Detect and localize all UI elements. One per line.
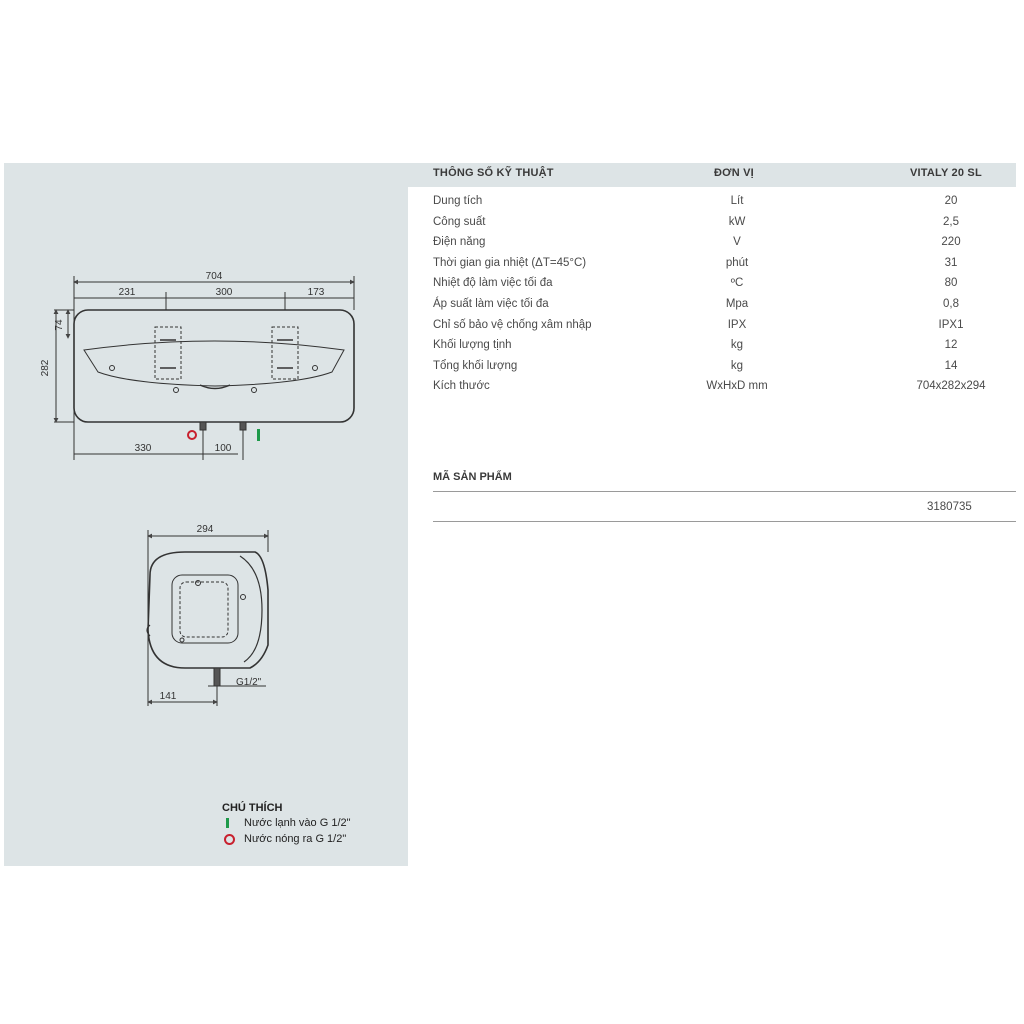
side-dim-labels bbox=[160, 524, 262, 702]
spec-unit: kg bbox=[730, 339, 744, 352]
dim-top-offset: 74 bbox=[54, 319, 65, 331]
side-pipe bbox=[214, 668, 220, 686]
front-screw bbox=[313, 366, 318, 371]
dim-pipe-offset: 330 bbox=[134, 443, 152, 454]
spec-unit: Mpa bbox=[725, 297, 749, 310]
spec-value: 0,8 bbox=[943, 297, 959, 310]
dim-side-pipe-offset: 141 bbox=[159, 691, 177, 702]
spec-value: 31 bbox=[944, 256, 958, 269]
spec-value: 80 bbox=[944, 277, 958, 290]
front-screw bbox=[110, 366, 115, 371]
spec-value: 220 bbox=[941, 236, 961, 249]
cold-inlet-marker bbox=[257, 429, 260, 441]
spec-header-name: THÔNG SỐ KỸ THUẬT bbox=[433, 167, 554, 179]
spec-unit: kg bbox=[730, 359, 744, 372]
spec-name: Dung tích bbox=[433, 195, 483, 207]
front-screw bbox=[252, 388, 257, 393]
spec-unit: WxHxD mm bbox=[706, 380, 768, 393]
spec-name: Công suất bbox=[433, 215, 486, 228]
dim-seg-mid: 300 bbox=[215, 287, 233, 298]
dim-seg-right: 173 bbox=[307, 287, 325, 298]
dim-thread: G1/2" bbox=[236, 677, 262, 688]
heater-body-front bbox=[74, 310, 354, 422]
spec-name: Kích thước bbox=[433, 380, 490, 393]
spec-name: Áp suất làm việc tối đa bbox=[433, 297, 549, 310]
spec-unit: V bbox=[733, 236, 741, 249]
spec-value: 14 bbox=[944, 359, 958, 372]
legend-hot-label: Nước nóng ra G 1/2" bbox=[244, 833, 347, 845]
dim-pipe-spacing: 100 bbox=[214, 443, 232, 454]
legend-cold-label: Nước lạnh vào G 1/2" bbox=[244, 817, 351, 829]
spec-name: Chỉ số bảo vệ chống xâm nhập bbox=[433, 318, 592, 331]
spec-value: 20 bbox=[944, 195, 958, 207]
front-window-left bbox=[155, 327, 181, 379]
pipe-cold bbox=[240, 422, 246, 430]
spec-value: IPX1 bbox=[938, 318, 964, 331]
spec-name: Nhiệt độ làm việc tối đa bbox=[433, 277, 553, 290]
spec-value: 704x282x294 bbox=[916, 380, 986, 393]
spec-header-unit: ĐƠN VỊ bbox=[714, 167, 754, 179]
spec-header-model: VITALY 20 SL bbox=[910, 167, 982, 179]
dim-height: 282 bbox=[40, 359, 51, 377]
dim-depth: 294 bbox=[196, 524, 214, 535]
product-code-value: 3180735 bbox=[927, 501, 972, 513]
spec-unit: IPX bbox=[727, 318, 747, 331]
side-front-panel bbox=[240, 556, 262, 662]
spec-unit: Lít bbox=[730, 195, 744, 207]
front-view bbox=[54, 276, 354, 460]
dim-width: 704 bbox=[205, 271, 223, 282]
product-code-title: MÃ SẢN PHẨM bbox=[433, 471, 512, 483]
spec-unit: ºC bbox=[730, 277, 744, 290]
spec-value: 2,5 bbox=[943, 215, 959, 228]
dim-seg-left: 231 bbox=[118, 287, 136, 298]
side-screw bbox=[241, 595, 246, 600]
spec-value: 12 bbox=[944, 339, 958, 352]
heater-body-side bbox=[148, 552, 268, 668]
spec-unit: phút bbox=[725, 256, 749, 269]
spec-unit: kW bbox=[728, 215, 746, 228]
legend-title: CHÚ THÍCH bbox=[222, 802, 283, 814]
spec-name: Thời gian gia nhiệt (ΔT=45°C) bbox=[433, 256, 587, 269]
spec-name: Khối lượng tịnh bbox=[433, 339, 512, 352]
side-screw bbox=[196, 581, 201, 586]
hot-outlet-marker bbox=[188, 431, 196, 439]
side-screw bbox=[180, 638, 184, 642]
hot-water-icon bbox=[224, 834, 235, 845]
front-markers bbox=[188, 429, 260, 441]
front-window-right bbox=[272, 327, 298, 379]
spec-name: Điện năng bbox=[433, 236, 486, 249]
front-panel-curve bbox=[84, 341, 344, 386]
front-screw bbox=[174, 388, 179, 393]
spec-name: Tổng khối lượng bbox=[433, 359, 518, 372]
pipe-hot bbox=[200, 422, 206, 430]
cold-water-icon bbox=[226, 818, 229, 828]
